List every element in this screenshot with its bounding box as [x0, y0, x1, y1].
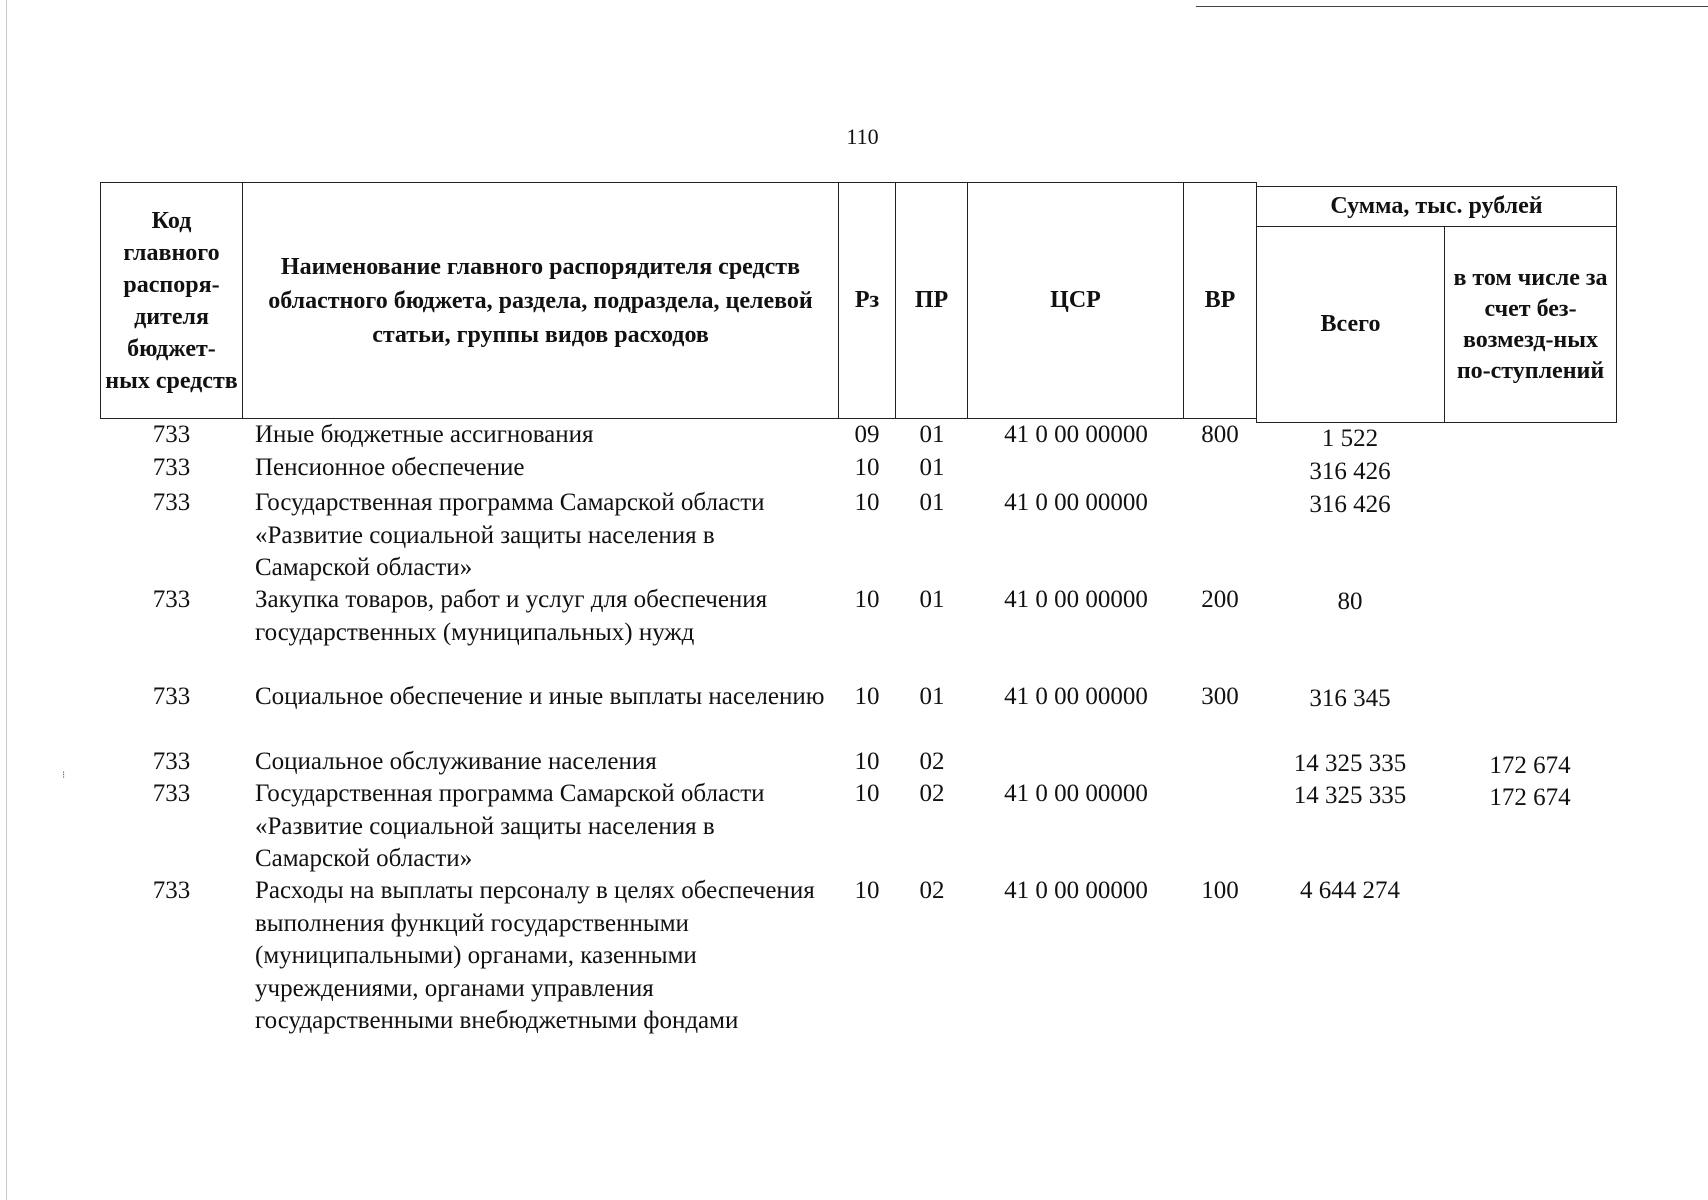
cell-vr: 300: [1201, 683, 1239, 710]
cell-pr: 02: [919, 748, 945, 775]
cell-rz: 10: [854, 748, 880, 775]
cell-name: Социальное обслуживание населения: [255, 748, 657, 775]
cell-total: 316 426: [1309, 491, 1391, 518]
cell-rz: 10: [854, 780, 880, 807]
cell-vr: 100: [1201, 877, 1239, 904]
header-gratuitous-label: в том числе за счет без-возмезд-ных по-ступлений: [1453, 264, 1608, 384]
scan-artifact-edge: [6, 0, 7, 1200]
scan-speck: ⁝: [62, 770, 66, 781]
cell-total: 4 644 274: [1300, 877, 1400, 904]
header-vr: [1183, 182, 1257, 419]
header-name-label: Наименование главного распорядителя средств областного бюджета, раздела, подраздела, целевой статьи, группы видов расходов: [268, 253, 813, 348]
cell-code: 733: [152, 683, 191, 710]
header-pr: [895, 182, 968, 419]
cell-pr: 01: [919, 489, 945, 516]
cell-csr: 41 0 00 00000: [1004, 586, 1148, 613]
cell-pr: 02: [919, 877, 945, 904]
header-name: [242, 182, 839, 419]
cell-total: 80: [1337, 588, 1363, 615]
cell-total: 14 325 335: [1293, 750, 1407, 777]
cell-rz: 10: [854, 489, 880, 516]
cell-rz: 10: [854, 877, 880, 904]
cell-vr: 200: [1201, 586, 1239, 613]
cell-code: 733: [152, 780, 191, 807]
cell-name: Расходы на выплаты персоналу в целях обеспечения выполнения функций государственными (муниципальными) органами, казенными учреждениями, органами управления государственными внебюджетными фондами: [255, 877, 815, 1034]
header-gratuitous: [1444, 226, 1617, 423]
cell-total: 1 522: [1321, 425, 1379, 452]
header-csr: [967, 182, 1184, 419]
header-sum: [1256, 186, 1617, 227]
cell-code: 733: [152, 586, 191, 613]
header-total: [1256, 226, 1445, 423]
header-rz: [838, 182, 896, 419]
cell-name: Государственная программа Самарской области «Развитие социальной защиты населения в Самарской области»: [255, 780, 765, 872]
cell-gratuitous: 172 674: [1489, 784, 1571, 811]
cell-name: Иные бюджетные ассигнования: [255, 421, 594, 448]
cell-code: 733: [152, 489, 191, 516]
cell-pr: 01: [919, 421, 945, 448]
cell-pr: 01: [919, 683, 945, 710]
cell-csr: 41 0 00 00000: [1004, 780, 1148, 807]
header-sum-label: Сумма, тыс. рублей: [1330, 193, 1543, 219]
cell-rz: 10: [854, 683, 880, 710]
header-code: [100, 182, 243, 419]
header-vr-label: ВР: [1204, 287, 1236, 313]
header-pr-label: ПР: [914, 287, 949, 313]
cell-name: Государственная программа Самарской области «Развитие социальной защиты населения в Самарской области»: [255, 489, 765, 581]
cell-gratuitous: 172 674: [1489, 752, 1571, 779]
cell-vr: 800: [1201, 421, 1239, 448]
cell-csr: 41 0 00 00000: [1004, 877, 1148, 904]
cell-csr: 41 0 00 00000: [1004, 489, 1148, 516]
cell-csr: 41 0 00 00000: [1004, 421, 1148, 448]
cell-name: Закупка товаров, работ и услуг для обеспечения государственных (муниципальных) нужд: [255, 586, 768, 646]
cell-name: Социальное обеспечение и иные выплаты населению: [255, 683, 825, 710]
page-number: 110: [846, 124, 879, 149]
cell-total: 316 345: [1309, 685, 1391, 712]
scan-artifact-line: [1196, 6, 1708, 7]
cell-rz: 10: [854, 586, 880, 613]
header-code-label: Код главного распоря-дителя бюджет-ных средств: [105, 207, 238, 394]
cell-code: 733: [152, 454, 191, 481]
cell-code: 733: [152, 748, 191, 775]
cell-total: 316 426: [1309, 458, 1391, 485]
cell-rz: 09: [854, 421, 880, 448]
cell-pr: 01: [919, 586, 945, 613]
cell-rz: 10: [854, 454, 880, 481]
header-rz-label: Рз: [854, 287, 880, 313]
cell-csr: 41 0 00 00000: [1004, 683, 1148, 710]
cell-pr: 01: [919, 454, 945, 481]
header-total-label: Всего: [1320, 311, 1381, 337]
header-csr-label: ЦСР: [1050, 287, 1101, 313]
cell-total: 14 325 335: [1293, 782, 1407, 809]
cell-code: 733: [152, 421, 191, 448]
cell-code: 733: [152, 877, 191, 904]
cell-pr: 02: [919, 780, 945, 807]
cell-name: Пенсионное обеспечение: [255, 454, 525, 481]
